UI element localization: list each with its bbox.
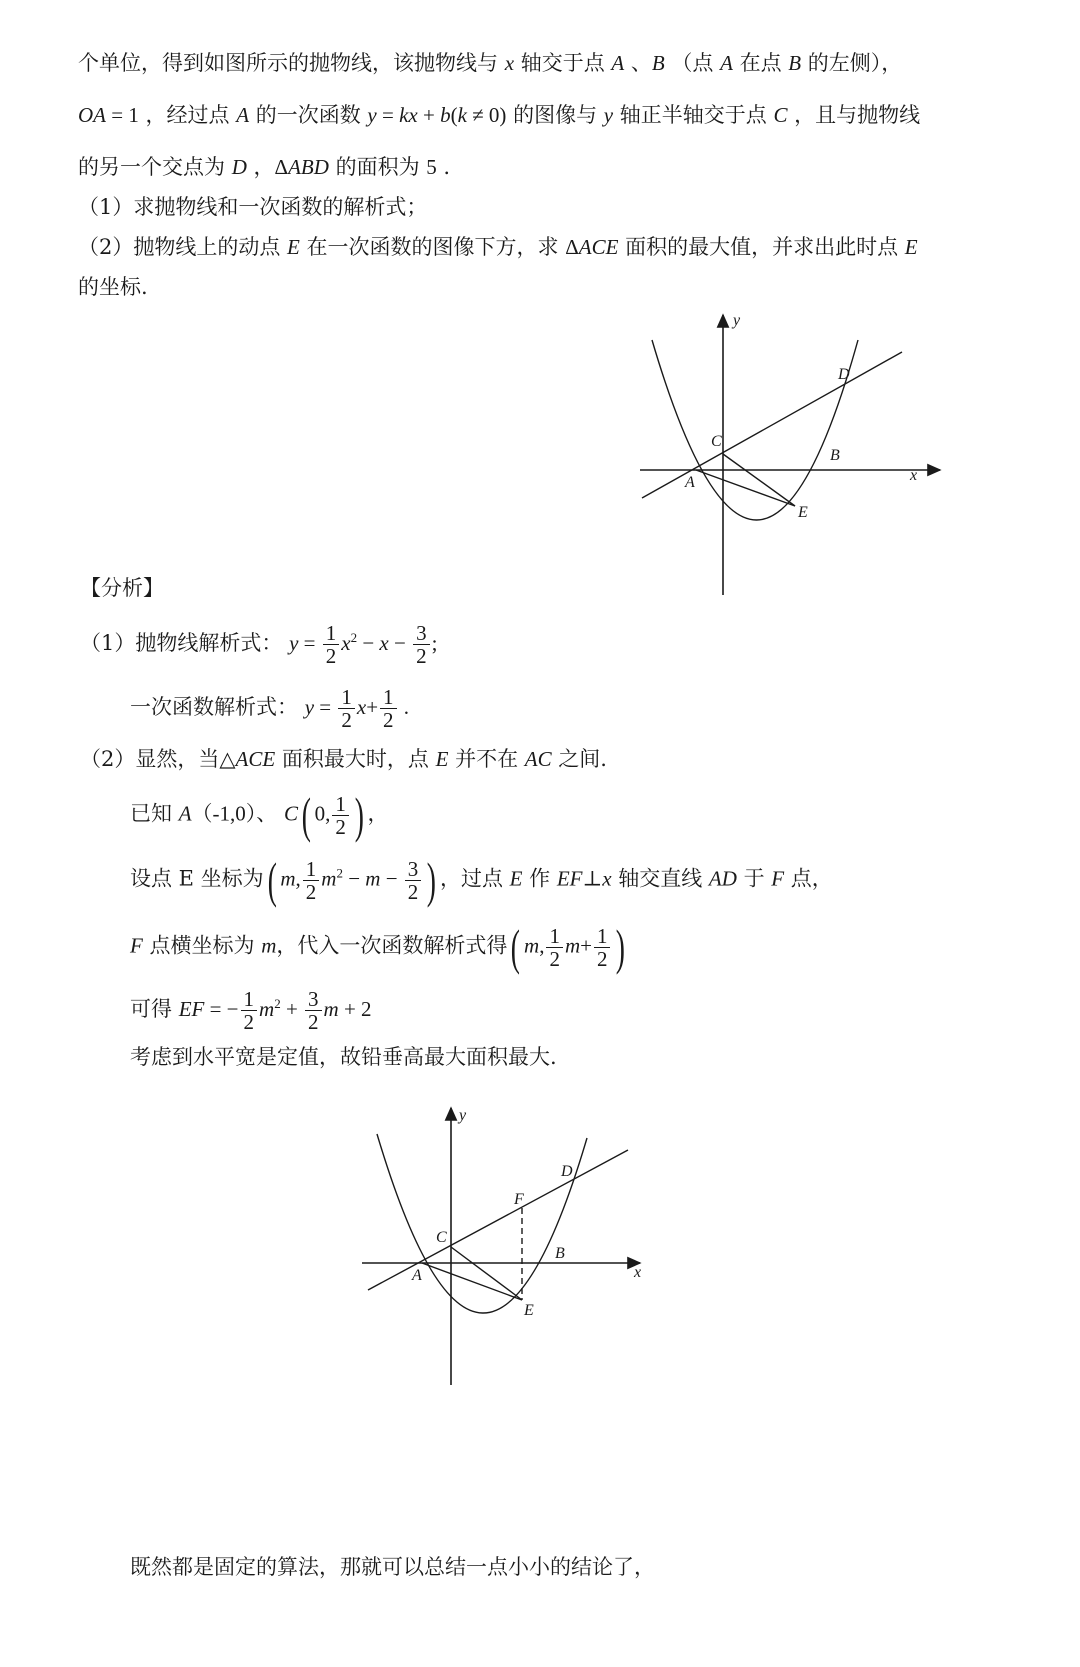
question-1: （1）求抛物线和一次函数的解析式； — [78, 195, 428, 219]
segment-ae — [696, 470, 795, 506]
problem-line-3: 的另一个交点为 D ，ΔABD 的面积为 5 . — [78, 155, 451, 179]
analysis-1b: 一次函数解析式： y = $\frac{1}{2}$ x+ $\frac{1}{2}$ . — [130, 685, 410, 732]
question-2b: 的坐标. — [78, 275, 148, 299]
label-f: F — [514, 1191, 524, 1208]
question-2a: （2）抛物线上的动点 E 在一次函数的图像下方，求 ΔACE 面积的最大值，并求出此时点 E — [78, 235, 918, 259]
label-x: x — [634, 1264, 642, 1281]
analysis-1a: （1）抛物线解析式： y = $\frac{1}{2}$ $x^2 - x$ − $\frac{3}{2}$ ; — [80, 621, 438, 668]
problem-line-2: OA = 1 ，经过点 A 的一次函数 y = kx + b(k ≠ 0) 的图像与 y 轴正半轴交于点 C ，且与抛物线 — [78, 103, 921, 127]
label-y: y — [733, 312, 741, 329]
problem-line-1: 个单位，得到如图所示的抛物线，该抛物线与 x 轴交于点 A 、B （点 A 在点 B 的左侧）， — [78, 51, 903, 75]
label-y: y — [459, 1107, 467, 1124]
label-a: A — [685, 474, 695, 491]
parabola — [652, 340, 858, 520]
analysis-ef: 可得 EF = − $\frac{1}{2}$ $m^2$ + $\frac{3}{2}$ m + 2 — [130, 987, 372, 1034]
parabola — [377, 1134, 587, 1313]
analysis-f: F 点横坐标为 m，代入一次函数解析式得( m, $\frac{1}{2}$ m+ $\frac{1}{2}$ ) — [130, 919, 626, 975]
label-e: E — [524, 1302, 534, 1319]
segment-ce — [723, 454, 795, 506]
analysis-known: 已知 A（-1,0）、 C( 0, $\frac{1}{2}$ ) ， — [130, 787, 389, 843]
label-b: B — [555, 1245, 565, 1262]
closing-text: 既然都是固定的算法，那就可以总结一点小小的结论了， — [130, 1555, 655, 1579]
label-c: C — [436, 1229, 447, 1246]
label-c: C — [711, 433, 722, 450]
analysis-2: （2）显然，当△ACE 面积最大时，点 E 并不在 AC 之间. — [80, 747, 607, 771]
analysis-heading: 【分析】 — [80, 576, 164, 600]
figure-1 — [640, 310, 970, 600]
label-b: B — [830, 447, 840, 464]
label-d: D — [838, 366, 850, 383]
label-x: x — [910, 467, 918, 484]
figure-2 — [360, 1100, 680, 1390]
segment-ce — [451, 1247, 522, 1300]
analysis-conclusion: 考虑到水平宽是定值，故铅垂高最大面积最大. — [130, 1045, 557, 1069]
segment-ae — [422, 1263, 522, 1300]
label-e: E — [798, 504, 808, 521]
label-a: A — [412, 1267, 422, 1284]
label-d: D — [561, 1163, 573, 1180]
analysis-set-e: 设点 E 坐标为( m, $\frac{1}{2}$ $m^2 - m$ − $\frac{3}{2}$ ) ，过点 E 作 EF⊥x 轴交直线 AD 于 F 点， — [130, 852, 833, 908]
